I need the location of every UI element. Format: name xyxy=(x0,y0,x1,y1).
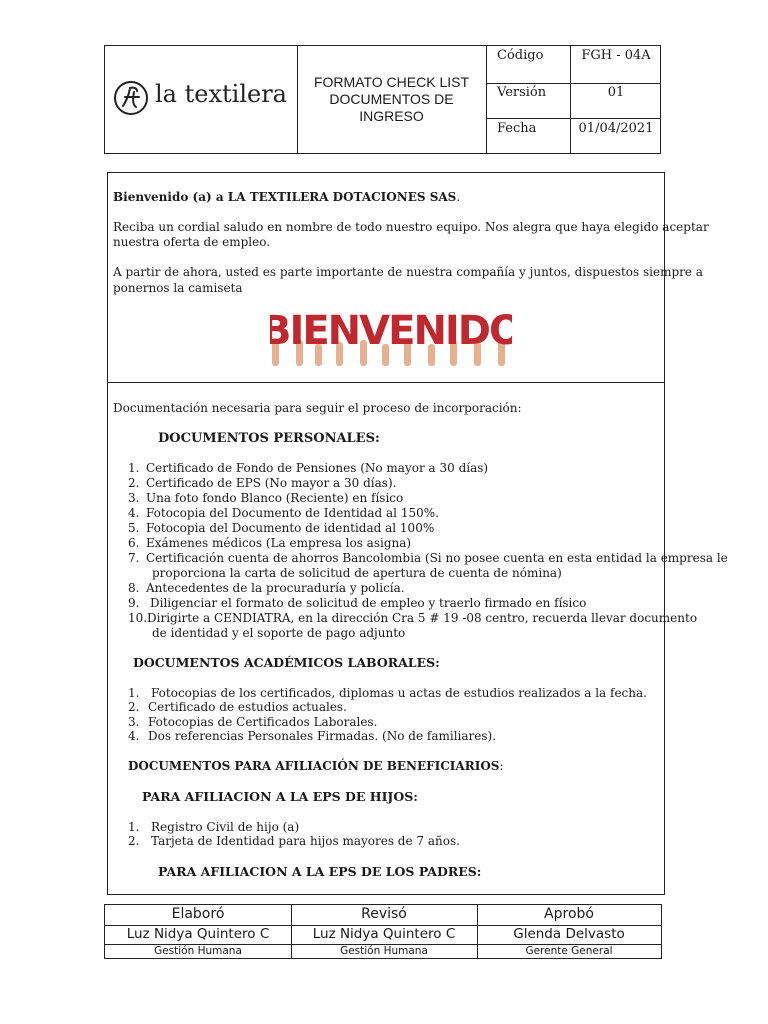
list-item: Certificado de EPS (No mayor a 30 días). xyxy=(146,476,397,490)
welcome-paragraph-1-line-1: Reciba un cordial saludo en nombre de todo nuestro equipo. Nos alegra que haya elegido aceptar xyxy=(113,220,709,234)
list-item: Tarjeta de Identidad para hijos mayores de 7 años. xyxy=(151,834,460,848)
signature-area: Gestión Humana xyxy=(154,945,242,957)
signature-name: Luz Nidya Quintero C xyxy=(126,926,270,942)
list-item-number: 5. xyxy=(128,521,140,535)
bienvenido-banner-text: BIENVENIDO xyxy=(270,308,512,354)
list-item-number: 1. xyxy=(128,820,140,834)
list-item: Fotocopias de Certificados Laborales. xyxy=(148,715,378,729)
section-divider xyxy=(107,382,665,383)
list-item-number: 6. xyxy=(128,536,140,550)
list-item: Registro Civil de hijo (a) xyxy=(151,820,300,834)
list-item-number: 4. xyxy=(128,506,140,520)
list-item-number: 10. xyxy=(128,611,148,625)
date-value: 01/04/2021 xyxy=(578,121,654,136)
list-item-number: 2. xyxy=(128,834,140,848)
signature-area: Gestión Humana xyxy=(340,945,428,957)
list-item: Una foto fondo Blanco (Reciente) en físico xyxy=(146,491,404,505)
list-item-number: 3. xyxy=(128,715,140,729)
signature-name: Luz Nidya Quintero C xyxy=(312,926,456,942)
list-item-number: 9. xyxy=(128,596,140,610)
list-item: Dos referencias Personales Firmadas. (No de familiares). xyxy=(148,729,497,743)
list-item-number: 7. xyxy=(128,551,140,565)
code-label: Código xyxy=(497,48,544,63)
list-item-continuation: proporciona la carta de solicitud de apertura de cuenta de nómina) xyxy=(152,566,562,580)
list-item: Antecedentes de la procuraduría y policía. xyxy=(146,581,405,595)
brand-logo xyxy=(105,46,298,153)
brand-name: la textilera xyxy=(155,80,287,108)
list-item-number: 8. xyxy=(128,581,140,595)
list-item: Dirigirte a CENDIATRA, en la dirección Cra 5 # 19 -08 centro, recuerda llevar documento xyxy=(147,611,698,625)
list-item: Fotocopia del Documento de Identidad al 150%. xyxy=(146,506,439,520)
list-item: Fotocopias de los certificados, diplomas u actas de estudios realizados a la fecha. xyxy=(151,686,647,700)
signature-role: Elaboró xyxy=(171,906,225,922)
list-item: Fotocopia del Documento de identidad al 100% xyxy=(146,521,435,535)
signature-role: Revisó xyxy=(361,906,407,922)
signature-name: Glenda Delvasto xyxy=(513,926,625,942)
parents-heading: PARA AFILIACION A LA EPS DE LOS PADRES: xyxy=(158,864,482,879)
list-item: Exámenes médicos (La empresa los asigna) xyxy=(146,536,412,550)
code-value: FGH - 04A xyxy=(581,48,651,63)
personal-documents-heading: DOCUMENTOS PERSONALES: xyxy=(158,431,380,446)
list-item-number: 1. xyxy=(128,461,140,475)
list-item-continuation: de identidad y el soporte de pago adjunto xyxy=(152,626,406,640)
document-title: FORMATO CHECK LIST DOCUMENTOS DE INGRESO xyxy=(297,46,487,153)
documents-intro: Documentación necesaria para seguir el proceso de incorporación: xyxy=(113,401,522,415)
welcome-paragraph-2-line-2: ponernos la camiseta xyxy=(113,281,243,295)
document-header xyxy=(104,45,661,154)
welcome-greeting: Bienvenido (a) a LA TEXTILERA DOTACIONES SAS. xyxy=(113,190,461,204)
welcome-paragraph-2-line-1: A partir de ahora, usted es parte importante de nuestra compañía y juntos, dispuestos siempre a xyxy=(113,265,703,279)
children-heading: PARA AFILIACION A LA EPS DE HIJOS: xyxy=(142,789,418,804)
list-item: Certificación cuenta de ahorros Bancolombia (Si no posee cuenta en esta entidad la empresa le xyxy=(146,551,728,565)
bienvenido-banner-image xyxy=(270,300,512,366)
list-item-number: 2. xyxy=(128,476,140,490)
list-item: Certificado de Fondo de Pensiones (No mayor a 30 días) xyxy=(146,461,489,475)
list-item-number: 3. xyxy=(128,491,140,505)
list-item: Diligenciar el formato de solicitud de empleo y traerlo firmado en físico xyxy=(150,596,587,610)
bienvenido-banner xyxy=(270,300,512,366)
version-label: Versión xyxy=(497,85,547,100)
list-item-number: 2. xyxy=(128,700,140,714)
signature-area: Gerente General xyxy=(525,945,613,957)
beneficiaries-heading: DOCUMENTOS PARA AFILIACIÓN DE BENEFICIARIOS: xyxy=(128,759,504,773)
list-item: Certificado de estudios actuales. xyxy=(148,700,347,714)
academic-documents-heading: DOCUMENTOS ACADÉMICOS LABORALES: xyxy=(133,655,440,670)
list-item-number: 4. xyxy=(128,729,140,743)
date-label: Fecha xyxy=(497,121,537,136)
welcome-paragraph-1-line-2: nuestra oferta de empleo. xyxy=(113,235,271,249)
signature-table xyxy=(104,904,662,959)
signature-role: Aprobó xyxy=(544,906,594,922)
version-value: 01 xyxy=(607,85,625,100)
list-item-number: 1. xyxy=(128,686,140,700)
brand-mark-icon xyxy=(113,80,149,116)
